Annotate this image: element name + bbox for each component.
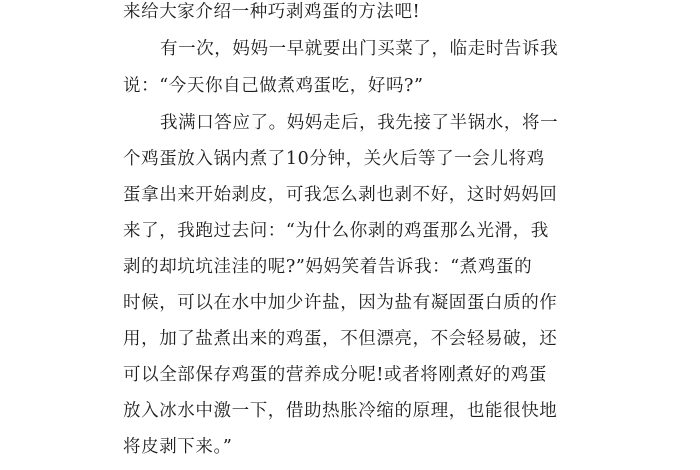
paragraph-start-line: 我满口答应了。妈妈走后，我先接了半锅水，将一 <box>160 113 559 133</box>
text-line: 来了，我跑过去问：“为什么你剥的鸡蛋那么光滑，我 <box>123 221 549 241</box>
text-line: 时候，可以在水中加少许盐，因为盐有凝固蛋白质的作 <box>123 293 558 313</box>
text-line: 将皮剥下来。” <box>123 437 233 457</box>
text-line: 用，加了盐煮出来的鸡蛋，不但漂亮，不会轻易破，还 <box>123 329 558 349</box>
text-line: 放入冰水中激一下，借助热胀冷缩的原理，也能很快地 <box>123 401 558 421</box>
text-line: 来给大家介绍一种巧剥鸡蛋的方法吧! <box>123 2 421 22</box>
text-line: 蛋拿出来开始剥皮，可我怎么剥也剥不好，这时妈妈回 <box>123 185 558 205</box>
text-line: 说：“今天你自己做煮鸡蛋吃，好吗?” <box>123 76 424 96</box>
text-line: 剥的却坑坑洼洼的呢?”妈妈笑着告诉我：“煮鸡蛋的 <box>123 257 533 277</box>
text-line: 个鸡蛋放入锅内煮了10分钟，关火后等了一会儿将鸡 <box>123 149 545 169</box>
paragraph-start-line: 有一次，妈妈一早就要出门买菜了，临走时告诉我 <box>160 39 559 59</box>
text-line: 可以全部保存鸡蛋的营养成分呢!或者将刚煮好的鸡蛋 <box>123 365 547 385</box>
